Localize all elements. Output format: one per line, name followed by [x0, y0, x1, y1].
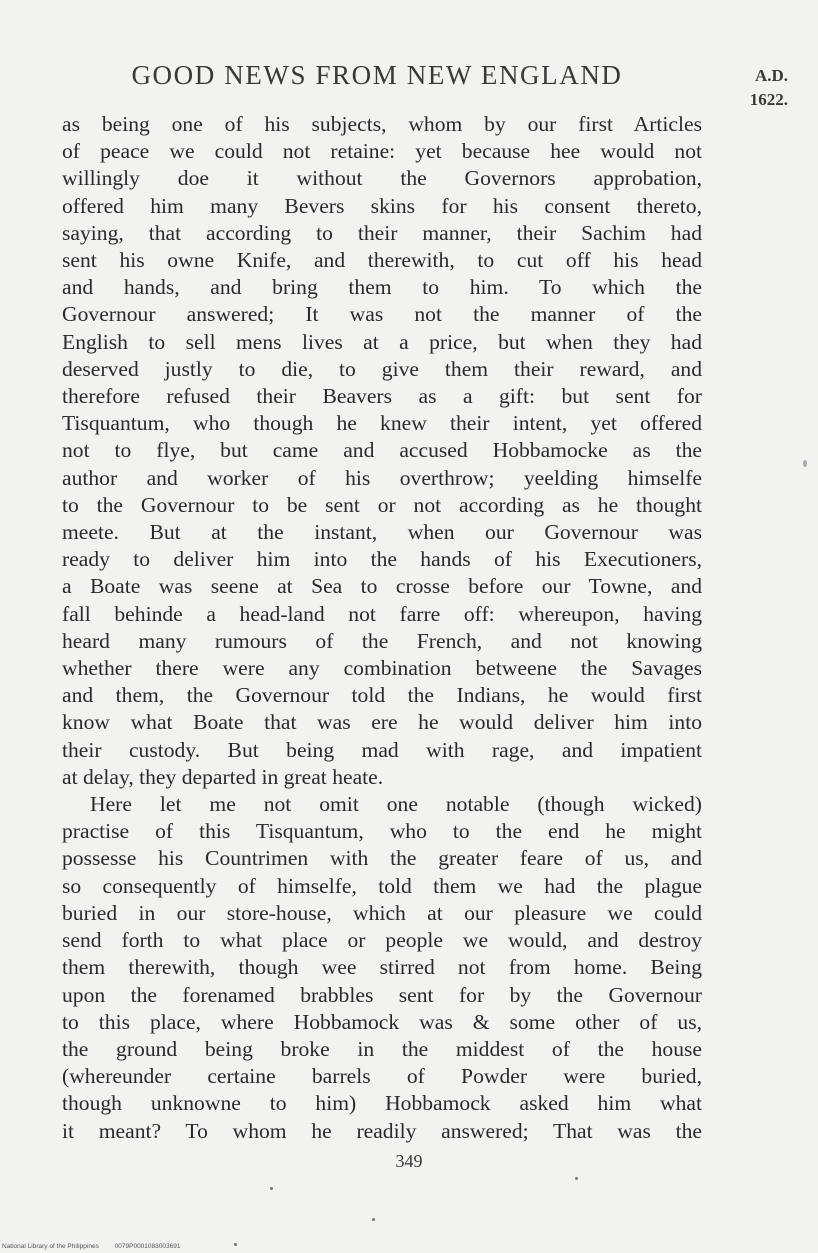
page-number: 349 [395, 1151, 423, 1171]
text-line: them therewith, though wee stirred not from home. Being [62, 955, 702, 980]
text-line: fall behinde a head-land not farre off: whereupon, having [62, 601, 702, 626]
text-line: though unknowne to him) Hobbamock asked him what [62, 1091, 702, 1116]
text-line: so consequently of himselfe, told them we had the plague [62, 873, 702, 898]
text-line: Tisquantum, who though he knew their intent, yet offered [62, 411, 702, 436]
text-line: ready to deliver him into the hands of his Executioners, [62, 547, 702, 572]
text-line: meete. But at the instant, when our Governour was [62, 520, 702, 545]
text-line: practise of this Tisquantum, who to the end he might [62, 819, 702, 844]
scan-speck [372, 1218, 375, 1221]
text-line: offered him many Bevers skins for his consent thereto, [62, 193, 702, 218]
body-text [62, 111, 702, 1145]
text-line: sent his owne Knife, and therewith, to cut off his head [62, 248, 702, 273]
text-line: to this place, where Hobbamock was & some other of us, [62, 1009, 702, 1034]
text-line: Governour answered; It was not the manner of the [62, 302, 702, 327]
text-line: whether there were any combination betweene the Savages [62, 656, 702, 681]
text-line: heard many rumours of the French, and not knowing [62, 628, 702, 653]
text-line: author and worker of his overthrow; yeelding himselfe [62, 465, 702, 490]
text-line: upon the forenamed brabbles sent for by the Governour [62, 982, 702, 1007]
text-line: (whereunder certaine barrels of Powder were buried, [62, 1064, 702, 1089]
text-line: as being one of his subjects, whom by our first Articles [62, 112, 702, 136]
scan-speck [270, 1187, 273, 1190]
text-line: therefore refused their Beavers as a gift: but sent for [62, 384, 702, 409]
text-line: send forth to what place or people we would, and destroy [62, 928, 702, 953]
text-line: possesse his Countrimen with the greater feare of us, and [62, 846, 702, 871]
scan-credit-library: National Library of the Philippines [2, 1243, 99, 1250]
scan-credit-id: 0079P0001083003691 [114, 1243, 181, 1250]
text-line: deserved justly to die, to give them their reward, and [62, 356, 702, 381]
running-title: GOOD NEWS FROM NEW ENGLAND [131, 60, 623, 90]
margin-date-era: A.D. [754, 66, 788, 85]
scan-speck [803, 460, 807, 467]
text-line: the ground being broke in the middest of the house [62, 1036, 702, 1061]
text-line: English to sell mens lives at a price, but when they had [62, 329, 702, 354]
text-line: know what Boate that was ere he would deliver him into [62, 710, 702, 735]
margin-date-year: 1622. [749, 90, 788, 109]
text-line: saying, that according to their manner, their Sachim had [62, 220, 702, 245]
text-line: to the Governour to be sent or not according as he thought [62, 492, 702, 517]
scan-speck [234, 1243, 237, 1246]
text-line: a Boate was seene at Sea to crosse before our Towne, and [62, 574, 702, 599]
text-line: not to flye, but came and accused Hobbamocke as the [62, 438, 702, 463]
text-line: of peace we could not retaine: yet because hee would not [62, 139, 702, 164]
text-line: Here let me not omit one notable (though wicked) [90, 792, 702, 817]
scan-speck [575, 1177, 578, 1180]
text-line: and them, the Governour told the Indians, he would first [62, 683, 702, 708]
text-line: at delay, they departed in great heate. [62, 764, 384, 789]
text-line: willingly doe it without the Governors approbation, [62, 166, 702, 191]
text-line: and hands, and bring them to him. To which the [62, 275, 702, 300]
scan-credit [2, 1243, 194, 1250]
margin-date-note [728, 64, 788, 112]
text-line: buried in our store-house, which at our pleasure we could [62, 900, 702, 925]
text-line: it meant? To whom he readily answered; That was the [62, 1118, 702, 1143]
text-line: their custody. But being mad with rage, and impatient [62, 737, 702, 762]
